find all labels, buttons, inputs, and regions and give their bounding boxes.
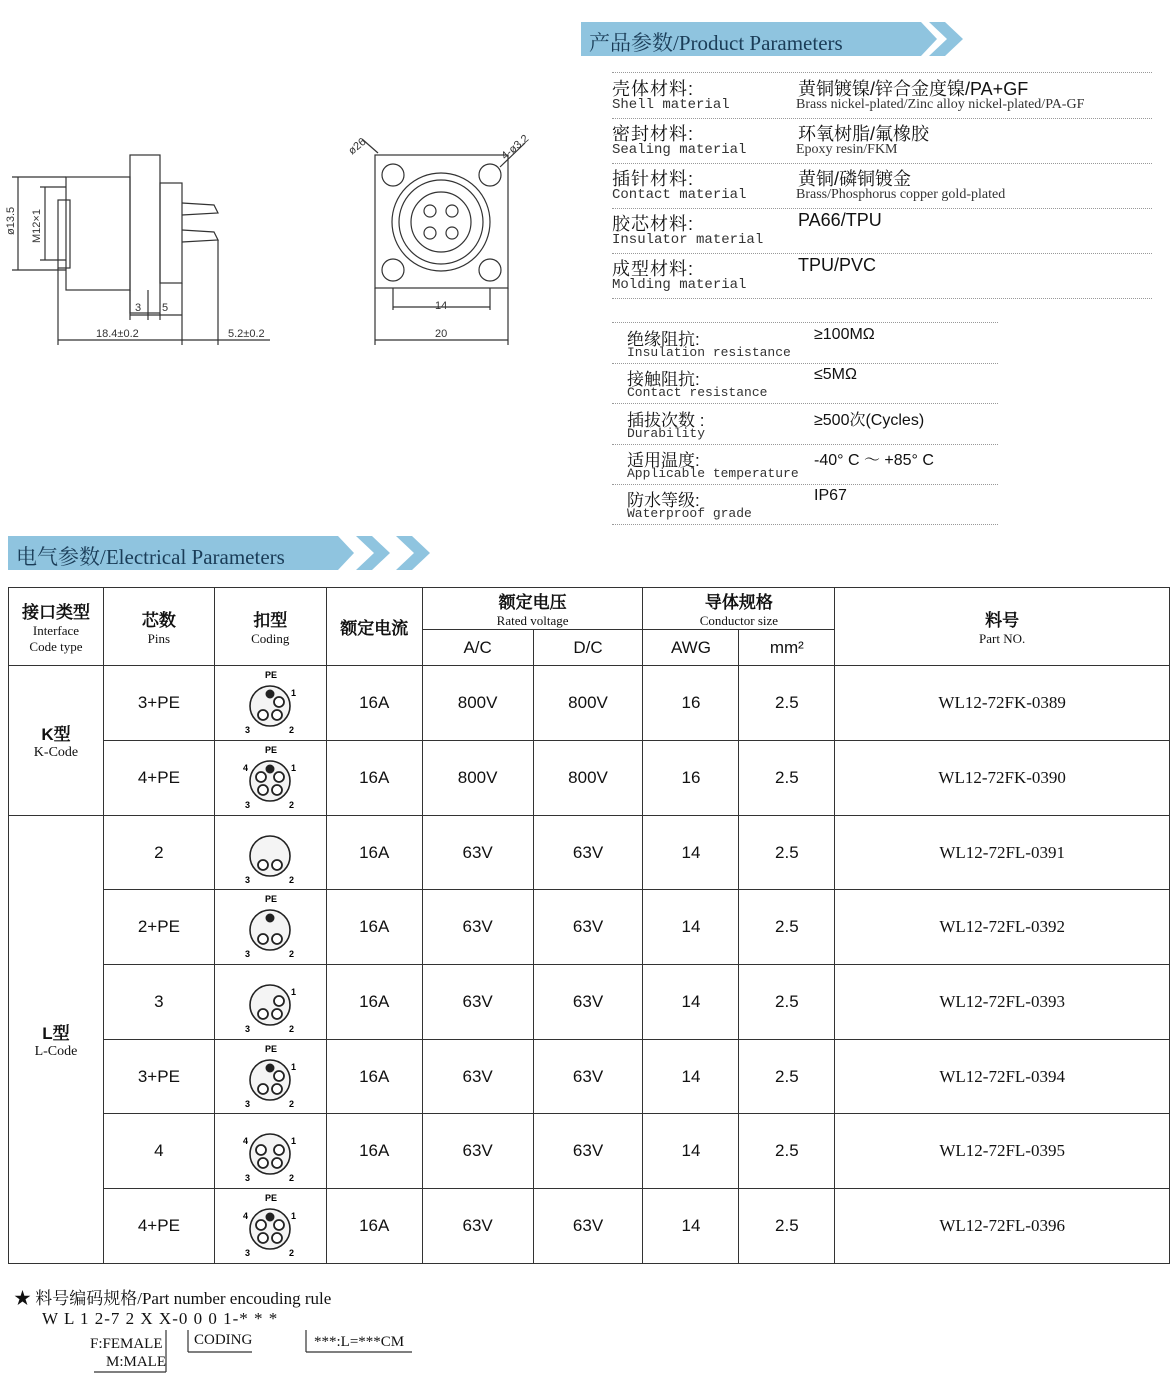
table-row	[9, 890, 1170, 965]
param-label: 壳体材料:	[612, 79, 695, 99]
part-number-cell: WL12-72FL-0394	[835, 1040, 1170, 1114]
dim-diameter-135: ø13.5	[5, 206, 17, 235]
pin-label: 2	[289, 949, 295, 959]
awg-cell: 14	[643, 890, 739, 965]
perf-label-en: Durability	[627, 426, 706, 441]
table-header-row	[9, 588, 1170, 630]
pin-label: 3	[245, 1098, 251, 1109]
header-conductor: 导体规格 Conductor size	[643, 588, 835, 630]
param-label: 胶芯材料:	[612, 214, 695, 234]
perf-label-en: Applicable temperature	[627, 466, 799, 481]
param-row-insulator	[612, 208, 1152, 254]
current-cell: 16A	[326, 1040, 422, 1114]
current-cell: 16A	[326, 1114, 422, 1189]
pin-layout-icon	[235, 969, 305, 1035]
perf-value: -40° C ～ +85° C	[814, 452, 934, 469]
mm2-cell: 2.5	[739, 1040, 835, 1114]
code-type-cn: L型	[42, 1024, 70, 1043]
header-dc: D/C	[533, 630, 643, 666]
pin-circle	[250, 836, 290, 876]
perf-row-insulation	[612, 322, 998, 364]
pins-cell: 3+PE	[103, 1040, 214, 1114]
table-row	[9, 1114, 1170, 1189]
code-type-cn: K型	[41, 725, 71, 744]
perf-row-durability	[612, 404, 998, 445]
pin-label: 4	[243, 763, 249, 773]
param-value-en: Brass/Phosphorus copper gold-plated	[796, 187, 1006, 202]
perf-value: ≤5MΩ	[814, 366, 857, 383]
pin-circle	[258, 934, 268, 944]
dim-52: 5.2±0.2	[228, 328, 265, 340]
chevron-right-icon	[356, 536, 390, 570]
mm2-cell: 2.5	[739, 965, 835, 1040]
pin-label: 1	[291, 1211, 297, 1221]
ac-voltage-cell: 63V	[422, 890, 533, 965]
dc-voltage-cell: 800V	[533, 666, 643, 741]
code-type-en: L-Code	[34, 1044, 78, 1059]
star-icon: ★	[14, 1289, 31, 1308]
param-row-molding	[612, 253, 1152, 299]
pin-circle	[272, 710, 282, 720]
pin-circle	[272, 860, 282, 870]
coding-cell	[214, 741, 326, 816]
coding-cell	[214, 965, 326, 1040]
awg-cell: 14	[643, 1040, 739, 1114]
pin-label: 1	[291, 1136, 297, 1146]
encoding-coding: CODING	[194, 1332, 253, 1348]
code-type-cell	[9, 816, 104, 1264]
perf-label-en: Insulation resistance	[627, 345, 791, 360]
perf-row-waterproof	[612, 484, 998, 525]
pin-circle	[258, 860, 268, 870]
electrical-params-title: 电气参数/Electrical Parameters	[16, 545, 285, 569]
ac-voltage-cell: 63V	[422, 1189, 533, 1264]
dc-voltage-cell: 63V	[533, 816, 643, 890]
param-label-en: Sealing material	[612, 142, 747, 158]
param-label-en: Contact material	[612, 187, 747, 203]
encoding-title-line	[14, 1284, 331, 1309]
table-row	[9, 1189, 1170, 1264]
header-pins: 芯数 Pins	[103, 588, 214, 666]
perf-label: 防水等级:	[627, 491, 700, 510]
perf-row-contact-resistance	[612, 363, 998, 404]
perf-label: 插拔次数 :	[627, 411, 705, 430]
pin-circle	[256, 1145, 266, 1155]
param-row-shell	[612, 72, 1152, 119]
mm2-cell: 2.5	[739, 816, 835, 890]
encoding-title: 料号编码规格/Part number encouding rule	[35, 1289, 332, 1308]
awg-cell: 14	[643, 816, 739, 890]
pin-label: 4	[243, 1136, 249, 1146]
param-value: TPU/PVC	[798, 255, 877, 275]
dim-diameter-26: ø26	[346, 135, 369, 158]
pin-label: 3	[245, 725, 251, 735]
table-row	[9, 965, 1170, 1040]
mm2-cell: 2.5	[739, 666, 835, 741]
table-row	[9, 816, 1170, 890]
encoding-length: ***:L=***CM	[314, 1334, 405, 1350]
part-number-cell: WL12-72FL-0393	[835, 965, 1170, 1040]
pin-circle	[266, 914, 274, 922]
dim-4-holes: 4-ø3.2	[499, 132, 532, 163]
awg-cell: 14	[643, 1189, 739, 1264]
dc-voltage-cell: 63V	[533, 1189, 643, 1264]
header-part-no: 料号 Part NO.	[835, 588, 1170, 666]
encoding-code: W L 1 2-7 2 X X-0 0 0 1-* * *	[42, 1309, 279, 1328]
pin-label: PE	[265, 894, 278, 904]
dim-20: 20	[435, 328, 448, 340]
param-label: 密封材料:	[612, 124, 695, 144]
pin-circle	[274, 996, 284, 1006]
pins-cell: 4	[103, 1114, 214, 1189]
mm2-cell: 2.5	[739, 890, 835, 965]
pin-circle	[258, 710, 268, 720]
pin-circle	[274, 772, 284, 782]
dim-14: 14	[435, 300, 448, 312]
pin-circle	[250, 985, 290, 1025]
header-ac: A/C	[422, 630, 533, 666]
pins-cell: 3+PE	[103, 666, 214, 741]
param-label-en: Molding material	[612, 277, 747, 293]
ac-voltage-cell: 63V	[422, 1040, 533, 1114]
param-label-en: Insulator material	[612, 232, 764, 248]
param-value: PA66/TPU	[798, 210, 882, 230]
pin-label: PE	[265, 670, 278, 680]
pin-circle	[258, 1009, 268, 1019]
code-type-cell	[9, 666, 104, 816]
pins-cell: 3	[103, 965, 214, 1040]
code-type-en: K-Code	[33, 745, 79, 760]
pin-layout-icon	[235, 1193, 305, 1259]
pin-label: PE	[265, 745, 278, 755]
part-number-cell: WL12-72FL-0395	[835, 1114, 1170, 1189]
pin-circle	[266, 690, 274, 698]
perf-label: 适用温度:	[627, 451, 700, 470]
pin-circle	[274, 1071, 284, 1081]
coding-cell	[214, 1040, 326, 1114]
pin-layout-icon	[235, 670, 305, 736]
encoding-male: M:MALE	[106, 1354, 166, 1370]
current-cell: 16A	[326, 965, 422, 1040]
current-cell: 16A	[326, 741, 422, 816]
pin-circle	[266, 765, 274, 773]
product-params-banner	[581, 22, 991, 56]
electrical-table	[8, 587, 1170, 1264]
pin-label: 2	[289, 1248, 295, 1258]
pins-cell: 2+PE	[103, 890, 214, 965]
ac-voltage-cell: 63V	[422, 816, 533, 890]
pin-label: 1	[291, 1061, 297, 1072]
pin-layout-icon	[235, 1044, 305, 1110]
pin-circle	[274, 697, 284, 707]
pin-label: 3	[245, 800, 251, 810]
pin-label: PE	[265, 1043, 278, 1054]
pin-circle	[272, 1158, 282, 1168]
mm2-cell: 2.5	[739, 1114, 835, 1189]
perf-label-en: Waterproof grade	[627, 506, 752, 521]
current-cell: 16A	[326, 816, 422, 890]
part-number-cell: WL12-72FL-0396	[835, 1189, 1170, 1264]
ac-voltage-cell: 63V	[422, 965, 533, 1040]
ac-voltage-cell: 800V	[422, 741, 533, 816]
part-number-cell: WL12-72FL-0392	[835, 890, 1170, 965]
perf-label: 绝缘阻抗:	[627, 330, 700, 349]
param-row-sealing	[612, 118, 1152, 164]
perf-value: ≥100MΩ	[814, 326, 875, 343]
pin-layout-icon	[235, 820, 305, 886]
pin-label: 2	[289, 874, 295, 885]
coding-cell	[214, 1114, 326, 1189]
pin-circle	[258, 785, 268, 795]
chevron-right-icon	[929, 22, 963, 56]
pins-cell: 4+PE	[103, 1189, 214, 1264]
header-coding: 扣型 Coding	[214, 588, 326, 666]
product-params-title: 产品参数/Product Parameters	[589, 31, 843, 55]
param-value: 黄铜镀镍/锌合金度镍/PA+GF	[798, 79, 1029, 99]
pins-cell: 2	[103, 816, 214, 890]
pin-label: 1	[291, 763, 297, 773]
part-number-cell: WL12-72FK-0389	[835, 666, 1170, 741]
current-cell: 16A	[326, 1189, 422, 1264]
pin-circle	[274, 1145, 284, 1155]
coding-cell	[214, 890, 326, 965]
pin-layout-icon	[235, 745, 305, 811]
awg-cell: 14	[643, 1114, 739, 1189]
pin-label: 1	[291, 688, 297, 698]
part-number-cell: WL12-72FK-0390	[835, 741, 1170, 816]
encoding-female: F:FEMALE	[90, 1336, 163, 1352]
param-row-contact	[612, 163, 1152, 209]
param-label-en: Shell material	[612, 97, 730, 113]
perf-row-temperature	[612, 444, 998, 485]
pin-label: 2	[289, 725, 295, 735]
pin-circle	[272, 1009, 282, 1019]
dim-3: 3	[135, 302, 142, 314]
pin-label: 2	[289, 800, 295, 810]
param-label: 成型材料:	[612, 259, 695, 279]
table-row	[9, 666, 1170, 741]
perf-label-en: Contact resistance	[627, 385, 768, 400]
pin-circle	[256, 1220, 266, 1230]
ac-voltage-cell: 800V	[422, 666, 533, 741]
dc-voltage-cell: 800V	[533, 741, 643, 816]
pin-label: 2	[289, 1024, 295, 1034]
pin-label: 3	[245, 874, 251, 885]
table-row	[9, 741, 1170, 816]
coding-cell	[214, 1189, 326, 1264]
pin-layout-icon	[235, 894, 305, 960]
header-mm2: mm²	[739, 630, 835, 666]
pin-circle	[256, 772, 266, 782]
coding-cell	[214, 666, 326, 741]
dc-voltage-cell: 63V	[533, 890, 643, 965]
pin-circle	[266, 1064, 274, 1072]
awg-cell: 16	[643, 666, 739, 741]
pin-label: 3	[245, 949, 251, 959]
pin-circle	[274, 1220, 284, 1230]
mm2-cell: 2.5	[739, 1189, 835, 1264]
dim-5: 5	[162, 302, 169, 314]
pin-circle	[250, 1134, 290, 1174]
header-voltage: 额定电压 Rated voltage	[422, 588, 643, 630]
dc-voltage-cell: 63V	[533, 1040, 643, 1114]
pin-circle	[272, 934, 282, 944]
table-row	[9, 1040, 1170, 1114]
ac-voltage-cell: 63V	[422, 1114, 533, 1189]
pin-label: PE	[265, 1193, 278, 1203]
dc-voltage-cell: 63V	[533, 965, 643, 1040]
electrical-params-banner	[8, 536, 438, 570]
pins-cell: 4+PE	[103, 741, 214, 816]
pin-label: 1	[291, 987, 297, 997]
pin-circle	[272, 1084, 282, 1094]
pin-label: 2	[289, 1098, 295, 1109]
current-cell: 16A	[326, 890, 422, 965]
pin-label: 2	[289, 1173, 295, 1183]
header-awg: AWG	[643, 630, 739, 666]
pin-layout-icon	[235, 1118, 305, 1184]
connector-drawing	[0, 125, 560, 355]
param-value: 环氧树脂/氟橡胶	[798, 124, 930, 144]
awg-cell: 14	[643, 965, 739, 1040]
part-number-cell: WL12-72FL-0391	[835, 816, 1170, 890]
pin-label: 4	[243, 1211, 249, 1221]
param-value: 黄铜/磷铜镀金	[798, 169, 912, 189]
pin-circle	[272, 1233, 282, 1243]
dim-184: 18.4±0.2	[96, 328, 139, 340]
param-value-en: Brass nickel-plated/Zinc alloy nickel-plated/PA-GF	[796, 97, 1085, 112]
pin-circle	[258, 1233, 268, 1243]
perf-label: 接触阻抗:	[627, 370, 700, 389]
current-cell: 16A	[326, 666, 422, 741]
table-body	[9, 666, 1170, 1264]
pin-circle	[258, 1084, 268, 1094]
header-current: 额定电流	[326, 588, 422, 666]
mm2-cell: 2.5	[739, 741, 835, 816]
chevron-right-icon	[396, 536, 430, 570]
pin-circle	[258, 1158, 268, 1168]
perf-value: IP67	[814, 487, 847, 504]
perf-value: ≥500次(Cycles)	[814, 412, 925, 429]
param-label: 插针材料:	[612, 169, 695, 189]
dc-voltage-cell: 63V	[533, 1114, 643, 1189]
pin-circle	[266, 1213, 274, 1221]
coding-cell	[214, 816, 326, 890]
pin-label: 3	[245, 1173, 251, 1183]
pin-circle	[272, 785, 282, 795]
header-type: 接口类型 Interface Code type	[9, 588, 104, 666]
dim-thread: M12×1	[31, 209, 43, 243]
param-value-en: Epoxy resin/FKM	[796, 142, 898, 157]
awg-cell: 16	[643, 741, 739, 816]
pin-label: 3	[245, 1024, 251, 1034]
pin-label: 3	[245, 1248, 251, 1258]
